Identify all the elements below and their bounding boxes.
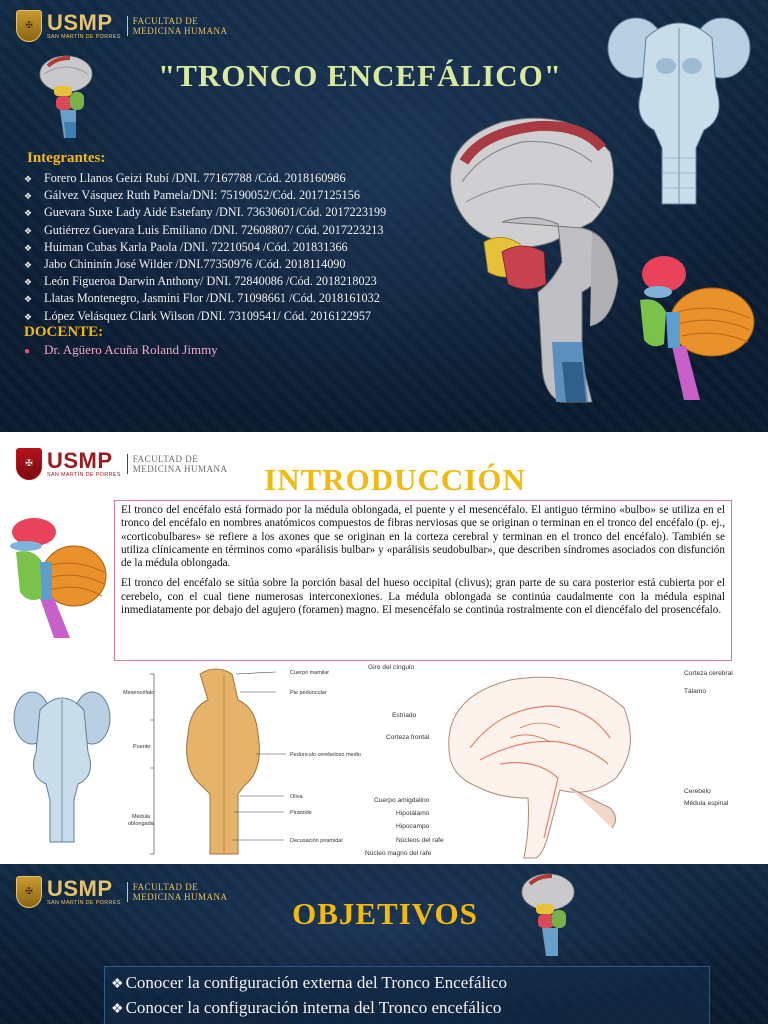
- logo-name: USMP: [47, 10, 113, 35]
- list-item: ❖ Forero Llanos Geizi Rubí /DNI. 77167788 /Cód. 2018160986: [24, 171, 346, 185]
- brainstem-dorsal-image: [606, 8, 752, 208]
- members-heading: Integrantes:: [27, 150, 106, 166]
- brainstem-sagittal-small-image: [36, 52, 96, 144]
- list-item: ❖ Conocer la configuración interna del Tronco encefálico: [111, 998, 502, 1017]
- usmp-logo: [16, 448, 228, 480]
- logo-name: USMP: [47, 448, 113, 473]
- brainstem-lateral-color-image: [622, 252, 754, 402]
- list-item: ❖ Conocer la configuración externa del Tronco Encefálico: [111, 973, 507, 992]
- usmp-logo: [16, 10, 228, 42]
- crest-icon: ✠: [16, 448, 42, 480]
- usmp-logo: [16, 876, 228, 908]
- slide-introduction: ✠ USMP SAN MARTÍN DE PORRES FACULTAD DE MEDICINA HUMANA INTRODUCCIÓN El tronco del encéfalo está formado por la médula oblongada, el puente y el mesencéfalo. El antiguo término «bulbo» se utiliza en el tronco del encéfalo en nombres anatómicos compuestos de fibras nerviosas que se originan o terminan en el tronco del encéfalo (p. ej., «corticobulbares» se refiere a los axones que se originan en la corteza cerebral y terminan en el tronco del encéfalo). También se utiliza clínicamente en términos como «parálisis bulbar» y «parálisis seudobulbar», que describen síndromes asociados con disfunción de la médula oblongada. El tronco del encéfalo se sitúa sobre la porción basal del hueso occipital (clivus); gran parte de su cara posterior está cubierta por el cerebelo, con el cual tiene numerosas interconexiones. La médula oblongada se continúa caudalmente con la médula espinal inmediatamente por debajo del agujero (foramen) magno. El mesencéfalo se continúa rostralmente con el diencéfalo del prosencéfalo. Mesencéfalo Puente Médula oblongada Cuerpo mamilar Pie peduncular Pedúnculo cerebeloso medio Oliva Pirámide Decusación piramidal Giro del cíngulo Corteza cerebral Tálamo Estriado Corteza frontal Cerebelo Médula espinal Cuerpo amigdalino Hipotálamo Hipocampo Núcleos del rafe Núcleo magno del rafe: [0, 432, 768, 864]
- slide-title: [0, 0, 768, 432]
- slide-objectives: [0, 864, 768, 1024]
- logo-sub: SAN MARTÍN DE PORRES: [47, 900, 121, 906]
- list-item: ❖ Gálvez Vásquez Ruth Pamela/DNI: 75190052/Cód. 2017125156: [24, 188, 360, 203]
- faculty-label: FACULTAD DE MEDICINA HUMANA: [127, 882, 228, 902]
- brain-sagittal-image: [442, 112, 622, 402]
- list-item: ❖ Jabo Chininín José Wilder /DNI.77350976 /Cód. 2018114090: [24, 257, 346, 272]
- logo-sub: SAN MARTÍN DE PORRES: [47, 472, 121, 478]
- crest-icon: ✠: [16, 876, 42, 908]
- logo-sub: SAN MARTÍN DE PORRES: [47, 34, 121, 40]
- faculty-label: FACULTAD DE MEDICINA HUMANA: [127, 454, 228, 474]
- intro-paragraph-2: El tronco del encéfalo se sitúa sobre la porción basal del hueso occipital (clivus); gran parte de su cara posterior está cubierta por el cerebelo, con el cual tiene numerosas interconexiones. La médula oblongada se continúa caudalmente con la médula espinal inmediatamente por debajo del agujero (foramen) magno. El mesencéfalo se continúa rostralmente con el diencéfalo del prosencéfalo.: [121, 577, 725, 617]
- brainstem-sagittal-small-image: [518, 870, 576, 962]
- list-item: ❖ Huiman Cubas Karla Paola /DNI. 72210504 /Cód. 201831366: [24, 239, 348, 254]
- teacher-heading: DOCENTE:: [24, 324, 104, 340]
- intro-paragraph-1: El tronco del encéfalo está formado por la médula oblongada, el puente y el mesencéfalo. El antiguo término «bulbo» se utiliza en el tronco del encéfalo en nombres anatómicos compuestos de fibras nerviosas que se originan o terminan en el tronco del encéfalo (p. ej., «corticobulbares» se refiere a los axones que se originan en la corteza cerebral y terminan en el tronco del encéfalo). También se utiliza clínicamente en términos como «parálisis bulbar» y «parálisis seudobulbar», que describen síndromes asociados con disfunción de la médula oblongada.: [121, 504, 725, 570]
- logo-name: USMP: [47, 876, 113, 901]
- section-title: OBJETIVOS: [292, 896, 478, 931]
- brainstem-lateral-color-image: [4, 516, 108, 640]
- list-item: ❖ León Figueroa Darwin Anthony/ DNI. 72840086 /Cód. 2018218023: [24, 274, 377, 289]
- faculty-label: FACULTAD DE MEDICINA HUMANA: [127, 16, 228, 36]
- list-item: ❖ López Velásquez Clark Wilson /DNI. 73109541/ Cód. 2016122957: [24, 308, 372, 323]
- objectives-list: [104, 966, 710, 1024]
- list-item: ❖ Guevara Suxe Lady Aidé Estefany /DNI. 73630601/Cód. 2017223199: [24, 205, 387, 220]
- introduction-text-box: [114, 500, 732, 661]
- teacher-name: ● Dr. Agüero Acuña Roland Jimmy: [24, 342, 218, 357]
- members-list: [24, 170, 386, 325]
- brainstem-dorsal-image: [12, 686, 112, 846]
- page-title: "TRONCO ENCEFÁLICO": [158, 58, 562, 93]
- crest-icon: ✠: [16, 10, 42, 42]
- brain-pathways-diagram: [440, 668, 640, 858]
- section-title: INTRODUCCIÓN: [264, 462, 526, 497]
- list-item: ❖ Gutiérrez Guevara Luis Emiliano /DNI. 72608807/ Cód. 2017223213: [24, 222, 384, 237]
- list-item: ❖ Llatas Montenegro, Jasmini Flor /DNI. 71098661 /Cód. 2018161032: [24, 291, 380, 306]
